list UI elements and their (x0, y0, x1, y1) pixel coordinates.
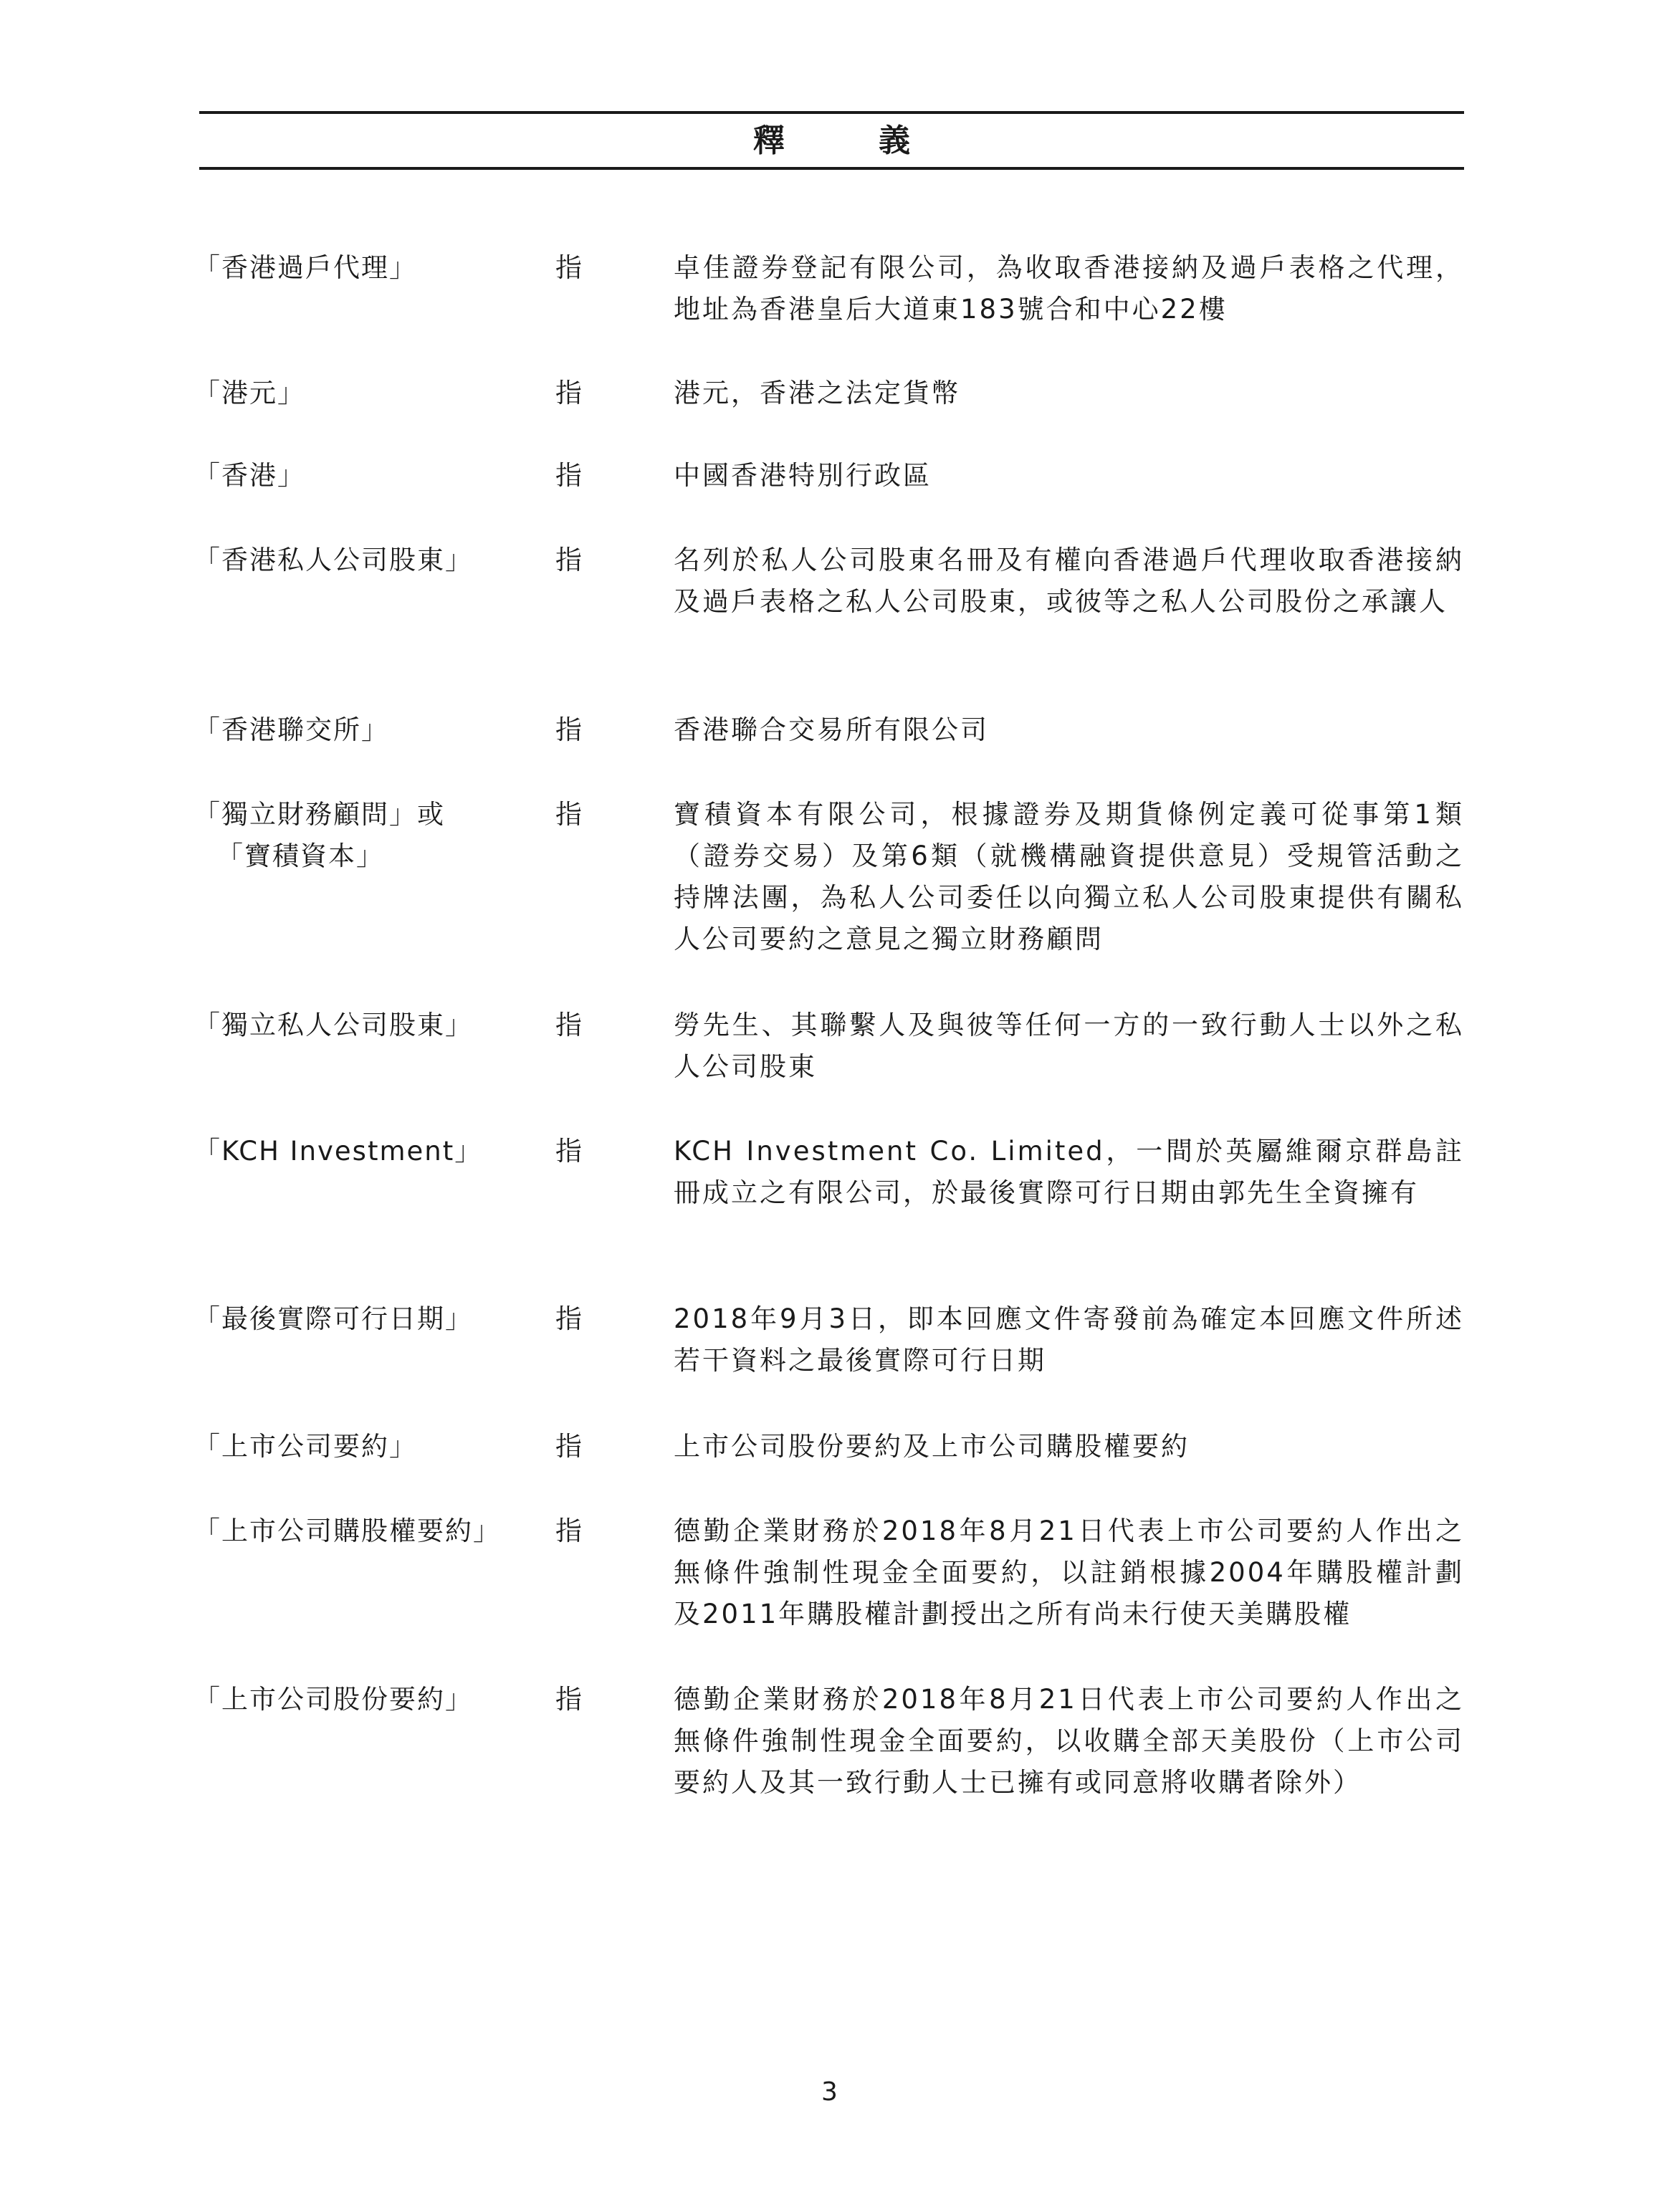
definition-term-line: 「KCH Investment」 (193, 1136, 483, 1167)
definition-term (193, 455, 530, 497)
definition-term-line: 「上市公司要約」 (193, 1431, 417, 1462)
definition-term (193, 540, 530, 581)
page-number: 3 (821, 2077, 838, 2107)
definition-term (193, 794, 530, 877)
definition-text: KCH Investment Co. Limited，一間於英屬維爾京群島註冊成立之有限公司，於最後實際可行日期由郭先生全資擁有 (674, 1136, 1464, 1208)
definition-term-line: 「香港私人公司股東」 (193, 545, 473, 575)
definition-means: 指 (555, 378, 583, 408)
definition-text: 2018年9月3日，即本回應文件寄發前為確定本回應文件所述若干資料之最後實際可行日期 (674, 1303, 1464, 1376)
definition-text: 香港聯合交易所有限公司 (674, 714, 989, 745)
definition-means: 指 (555, 799, 583, 830)
definition-term (193, 247, 530, 289)
definition-text: 港元，香港之法定貨幣 (674, 378, 960, 408)
definition-term-line: 「上市公司股份要約」 (193, 1684, 473, 1715)
definition-term-line: 「獨立財務顧問」或 (193, 799, 445, 830)
definition-means: 指 (555, 1136, 583, 1167)
definition-means: 指 (555, 1431, 583, 1462)
definition-means: 指 (555, 1516, 583, 1546)
definition-term-line: 「香港」 (193, 460, 305, 491)
header-rule-top (199, 111, 1464, 114)
definition-term-line: 「香港過戶代理」 (193, 252, 417, 283)
definition-term (193, 1679, 530, 1720)
definition-means: 指 (555, 1010, 583, 1040)
definition-text: 上市公司股份要約及上市公司購股權要約 (674, 1431, 1190, 1462)
header-rule-bottom (199, 167, 1464, 170)
definition-term (193, 709, 530, 751)
definition-means: 指 (555, 714, 583, 745)
definition-term-line: 「香港聯交所」 (193, 714, 389, 745)
definition-means: 指 (555, 252, 583, 283)
definition-text: 名列於私人公司股東名冊及有權向香港過戶代理收取香港接納及過戶表格之私人公司股東，或彼等之私人公司股份之承讓人 (674, 545, 1464, 617)
definition-term-line: 「寶積資本」 (216, 841, 384, 871)
definition-term (193, 1131, 530, 1172)
definition-term (193, 373, 530, 414)
definition-means: 指 (555, 460, 583, 491)
definition-term (193, 1298, 530, 1340)
definition-term-line: 「獨立私人公司股東」 (193, 1010, 473, 1040)
definition-term-line: 「最後實際可行日期」 (193, 1303, 473, 1334)
definition-text: 中國香港特別行政區 (674, 460, 932, 491)
definition-means: 指 (555, 545, 583, 575)
definition-text: 德勤企業財務於2018年8月21日代表上市公司要約人作出之無條件強制性現金全面要約，以收購全部天美股份（上市公司要約人及其一致行動人士已擁有或同意將收購者除外） (674, 1684, 1464, 1798)
definition-text: 勞先生、其聯繫人及與彼等任何一方的一致行動人士以外之私人公司股東 (674, 1010, 1464, 1082)
definition-term-line: 「港元」 (193, 378, 305, 408)
definition-text: 德勤企業財務於2018年8月21日代表上市公司要約人作出之無條件強制性現金全面要約，以註銷根據2004年購股權計劃及2011年購股權計劃授出之所有尚未行使天美購股權 (674, 1516, 1464, 1629)
definition-term (193, 1510, 530, 1552)
definition-term-line: 「上市公司購股權要約」 (193, 1516, 501, 1546)
definition-text: 卓佳證券登記有限公司，為收取香港接納及過戶表格之代理，地址為香港皇后大道東183號合和中心22樓 (674, 252, 1464, 325)
definition-text: 寶積資本有限公司，根據證券及期貨條例定義可從事第1類（證券交易）及第6類（就機構融資提供意見）受規管活動之持牌法團，為私人公司委任以向獨立私人公司股東提供有關私人公司要約之意見之獨立財務顧問 (674, 799, 1464, 954)
definition-means: 指 (555, 1684, 583, 1715)
page-title: 釋 義 (752, 123, 952, 159)
definition-term (193, 1005, 530, 1046)
definition-means: 指 (555, 1303, 583, 1334)
definition-term (193, 1426, 530, 1468)
